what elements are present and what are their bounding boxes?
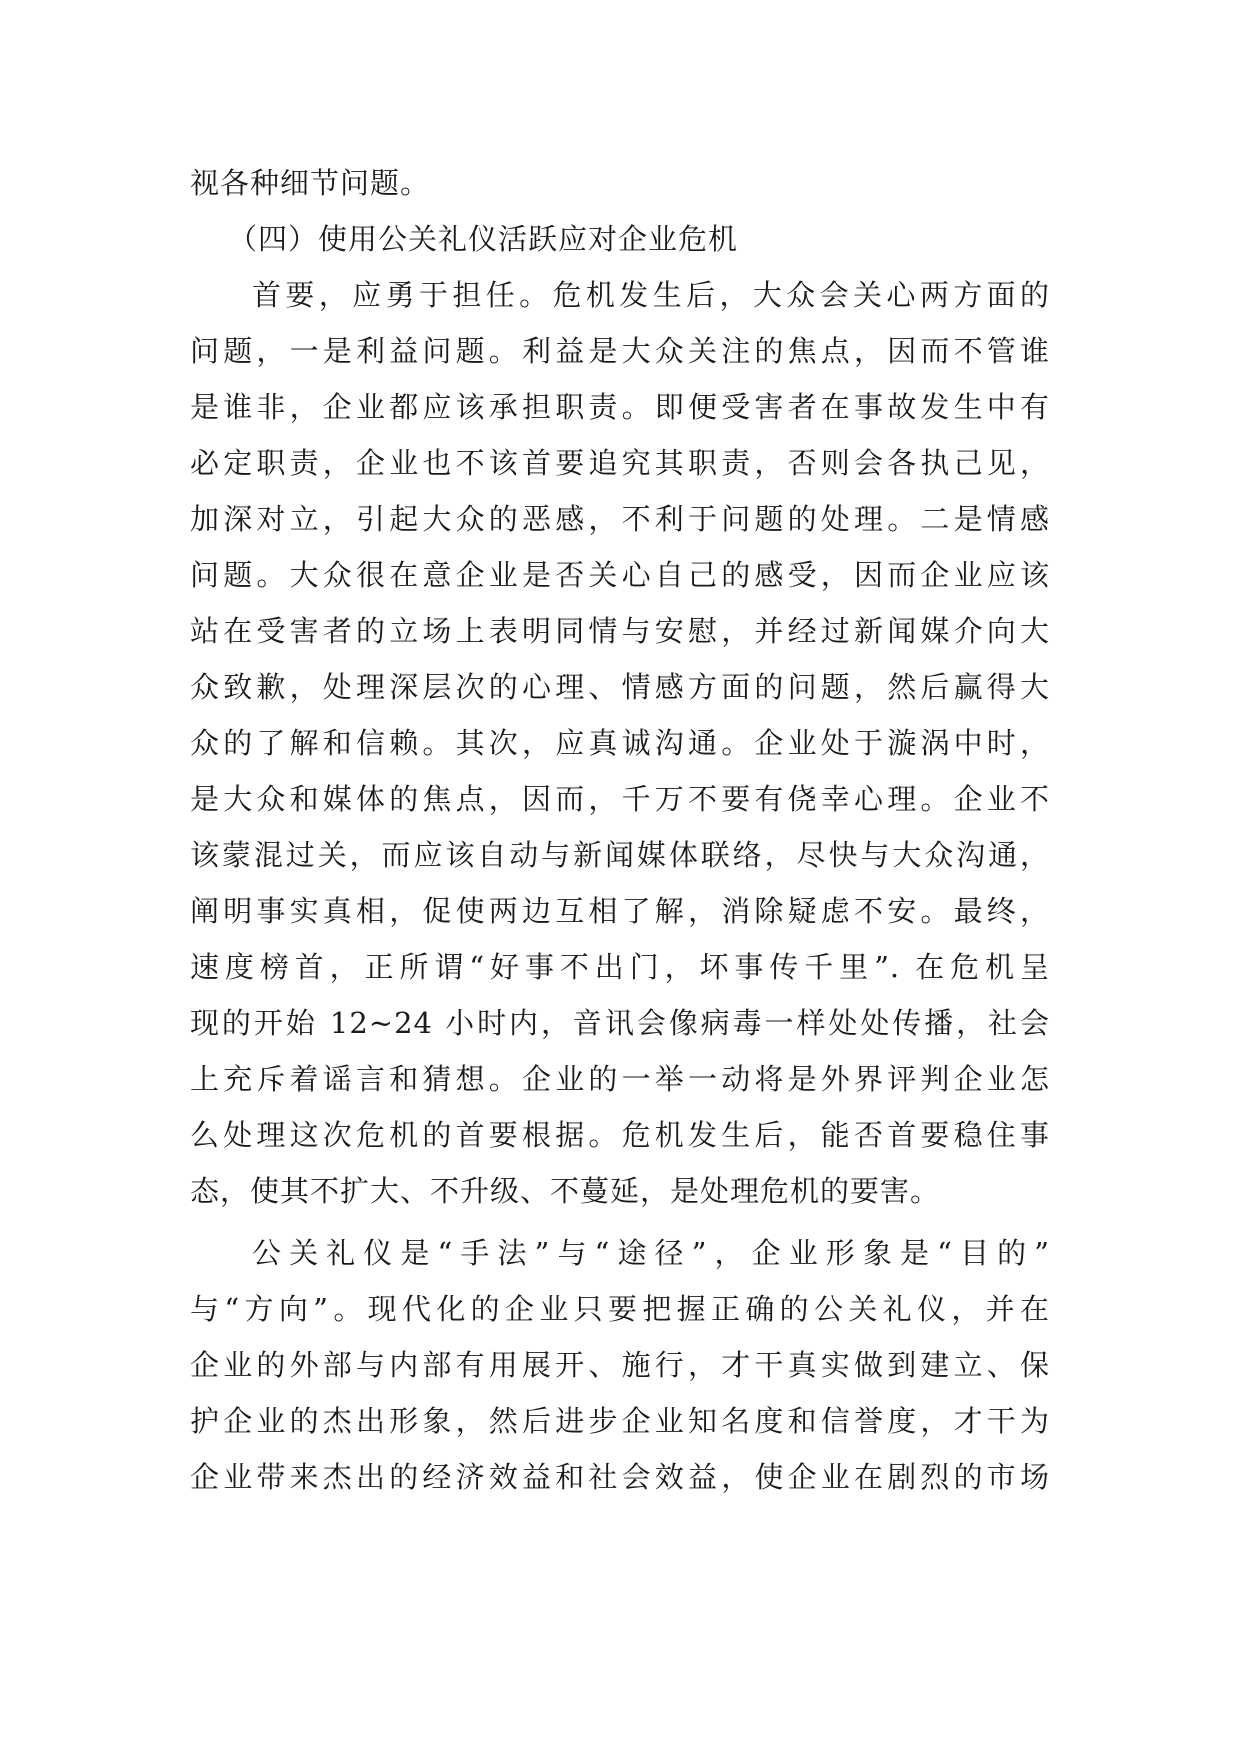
paragraph-line: 现的开始 12~24 小时内，音讯会像病毒一样处处传播，社会 bbox=[190, 1006, 1050, 1040]
paragraph-line: 众的了解和信赖。其次，应真诚沟通。企业处于漩涡中时， bbox=[190, 726, 1050, 760]
paragraph-line: 速度榜首，正所谓“好事不出门，坏事传千里”. 在危机呈 bbox=[190, 950, 1050, 984]
paragraph-line: 首要，应勇于担任。危机发生后，大众会关心两方面的 bbox=[252, 278, 1050, 312]
paragraph-line: 众致歉，处理深层次的心理、情感方面的问题，然后赢得大 bbox=[190, 670, 1050, 704]
paragraph-line: 阐明事实真相，促使两边互相了解，消除疑虑不安。最终， bbox=[190, 894, 1050, 928]
paragraph-line: 该蒙混过关，而应该自动与新闻媒体联络，尽快与大众沟通， bbox=[190, 838, 1050, 872]
paragraph-line: 企业的外部与内部有用展开、施行，才干真实做到建立、保 bbox=[190, 1348, 1050, 1382]
paragraph-line: 是谁非，企业都应该承担职责。即便受害者在事故发生中有 bbox=[190, 390, 1050, 424]
paragraph-line: 公关礼仪是“手法”与“途径”，企业形象是“目的” bbox=[252, 1236, 1050, 1270]
paragraph-line: 是大众和媒体的焦点，因而，千万不要有侥幸心理。企业不 bbox=[190, 782, 1050, 816]
paragraph-line: 态，使其不扩大、不升级、不蔓延，是处理危机的要害。 bbox=[190, 1174, 941, 1208]
paragraph-line: 必定职责，企业也不该首要追究其职责，否则会各执己见， bbox=[190, 446, 1050, 480]
paragraph-line: 站在受害者的立场上表明同情与安慰，并经过新闻媒介向大 bbox=[190, 614, 1050, 648]
section-heading: （四）使用公关礼仪活跃应对企业危机 bbox=[228, 222, 739, 256]
paragraph-line: 问题。大众很在意企业是否关心自己的感受，因而企业应该 bbox=[190, 558, 1050, 592]
document-body bbox=[190, 155, 1050, 1505]
paragraph-line: 加深对立，引起大众的恶感，不利于问题的处理。二是情感 bbox=[190, 502, 1050, 536]
paragraph-line: 企业带来杰出的经济效益和社会效益，使企业在剧烈的市场 bbox=[190, 1460, 1050, 1494]
paragraph-line: 护企业的杰出形象，然后进步企业知名度和信誉度，才干为 bbox=[190, 1404, 1050, 1438]
paragraph-line: 问题，一是利益问题。利益是大众关注的焦点，因而不管谁 bbox=[190, 334, 1050, 368]
paragraph-line: 视各种细节问题。 bbox=[190, 166, 431, 200]
paragraph-line: 与“方向”。现代化的企业只要把握正确的公关礼仪，并在 bbox=[190, 1292, 1050, 1326]
paragraph-line: 么处理这次危机的首要根据。危机发生后，能否首要稳住事 bbox=[190, 1118, 1050, 1152]
paragraph-line: 上充斥着谣言和猜想。企业的一举一动将是外界评判企业怎 bbox=[190, 1062, 1050, 1096]
